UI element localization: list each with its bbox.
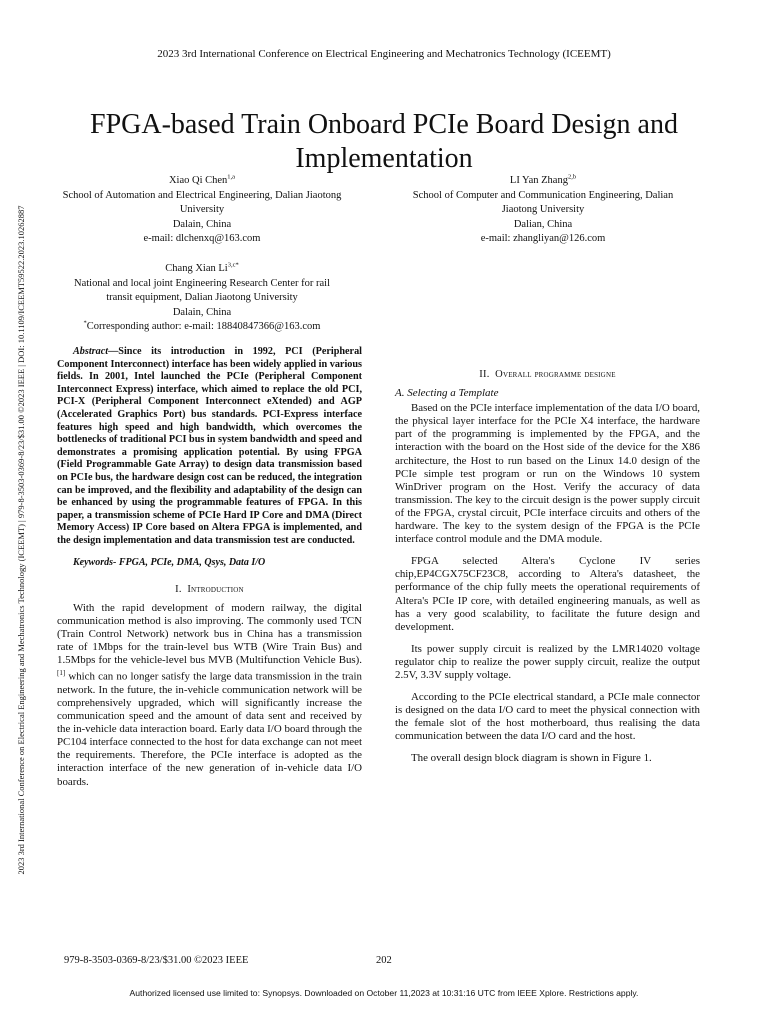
keywords: Keywords- FPGA, PCIe, DMA, Qsys, Data I/O [73, 556, 266, 568]
subsection-heading: A. Selecting a Template [395, 387, 499, 400]
author-email: e-mail: zhangliyan@126.com [480, 233, 606, 245]
left-column [57, 346, 362, 789]
author-location: Dalian, China [513, 218, 573, 230]
right-column [395, 354, 700, 766]
author-email: *Corresponding author: e-mail: 18840847366@163.com [83, 319, 321, 333]
conference-header: 2023 3rd International Conference on Electrical Engineering and Mechatronics Technology (ICEEMT) [157, 48, 611, 60]
author-block-1 [62, 174, 342, 247]
license-notice: Authorized licensed use limited to: Synopsys. Downloaded on October 11,2023 at 10:31:16 UTC from IEEE Xplore. Restrictions apply. [129, 988, 639, 998]
author-name: Chang Xian $Li^{3,c*}$ [165, 261, 239, 274]
section-heading-introduction: I. Introduction [175, 583, 244, 595]
body-paragraph: Its power supply circuit is realized by the LMR14020 voltage regulator chip to realize the power supply circuit, realize the output 2.5V, 3.3V supply voltage. [395, 642, 700, 681]
section-heading-overall-design: II. Overall programme designe [479, 369, 616, 380]
author-affiliation: School of Computer and Communication Engineering, Dalian Jiaotong University [412, 189, 674, 216]
body-paragraph: The overall design block diagram is shown in Figure 1. [411, 752, 652, 765]
side-doi-strip: 2023 3rd International Conference on Electrical Engineering and Mechatronics Technology (ICEEMT) | 979-8-3503-0369-8/23/$31.00 ©2023 IEEE | DOI: 10.1109/ICEEMT59522.2023.10262887 [16, 205, 26, 875]
page-number: 202 [376, 955, 392, 966]
body-paragraph: According to the PCIe electrical standard, a PCIe male connector is designed on the data I/O card to meet the physical connection with the female slot of the host motherboard, thus realising the data communication between the data I/O card and the host. [395, 691, 700, 743]
abstract-label: Abstract [73, 346, 109, 357]
author-block-2 [398, 174, 688, 247]
abstract [57, 346, 362, 548]
abstract-text: —Since its introduction in 1992, PCI (Peripheral Component Interconnect) interface has been widely applied in various fields. In 2001, Intel launched the PCIe (Peripheral Component Interconnect Express) interface, which aimed to replace the old PCI, PCI-X (Peripheral Component Interconnect eXtended) and AGP (Accelerated Graphics Port) bus standards. PCI-Express interface features high speed and high bandwidth, which overcomes the bottlenecks of traditional PCI bus in system bandwidth and speed and demonstrates a promising application potential. By using FPGA (Field Programmable Gate Array) to design data transmission based on PCIe bus, the hardware design cost can be reduced, the integration can be improved, and the flexibility and adaptability of the design can be enhanced by using the programmable features of FPGA. In this paper, a transmission scheme of PCIe Hard IP Core and DMA (Direct Memory Access) IP Core based on Altera FPGA is implemented, and the design implementation and data transmission test are conducted. [57, 346, 362, 546]
author-email: e-mail: dlchenxq@163.com [143, 233, 261, 245]
author-block-3 [62, 262, 342, 335]
intro-paragraph: With the rapid development of modern railway, the digital communication method is also improving. The commonly used TCN (Train Control Network) network bus in China has a transmission rate of 1Mbps for the train-level bus WTB (Wire Train Bus) and 1.5Mbps for the vehicle-level bus MVB (Multifunction Vehicle Bus).[1] which can no longer satisfy the large data transmission in the train network. In the future, the in-vehicle communication network will be comprehensively upgraded, which will significantly increase the communication speed and the amount of data sent and received by the in-vehicle data interaction board. Early data I/O board through the PC104 interface connected to the host for data exchange can not meet the requirements. Therefore, the PCIe interface is adopted as the interaction interface of the new generation of in-vehicle data I/O boards. [57, 601, 362, 788]
author-name: LI Yan Zhang$^{2,b}$ [509, 173, 577, 186]
body-paragraph: FPGA selected Altera's Cyclone IV series chip,EP4CGX75CF23C8, according to Altera's datasheet, the performance of the chip fully meets the operational requirements of Altera's PCIe IP core, with detailed engineering manuals, as well as has a very good scalability, to facilitate the future design and development. [395, 555, 700, 633]
citation: [1] [57, 669, 66, 678]
author-location: Dalain, China [172, 306, 232, 318]
author-affiliation: National and local joint Engineering Research Center for rail transit equipment, Dalian Jiaotong University [74, 277, 330, 304]
author-affiliation: School of Automation and Electrical Engineering, Dalian Jiaotong University [62, 189, 342, 216]
body-paragraph: Based on the PCIe interface implementation of the data I/O board, the physical layer interface for the PCIe X4 interface, the hardware part of the programming is implemented by the FPGA, and the interaction with the board on the Host side of the device for the X86 architecture, the Host to run based on the Linux 14.0 design of the PCIe simple test program or run on the Windows 10 system WinDriver program on the Host. Verify the accuracy of data transmission. The key to the circuit design is the power supply circuit of the FPGA, crystal circuit, PCIe interface circuits and others of the hardware. The key to the system design of the FPGA is the PCIe interface control module and the DMA module. [395, 402, 700, 546]
footer-isbn: 979-8-3503-0369-8/23/$31.00 ©2023 IEEE [64, 955, 249, 966]
author-location: Dalain, China [172, 218, 232, 230]
paper-title: FPGA-based Train Onboard PCIe Board Design and Implementation [90, 109, 678, 174]
author-name: Xiao Qi Chen$^{1,a}$ [168, 173, 236, 186]
